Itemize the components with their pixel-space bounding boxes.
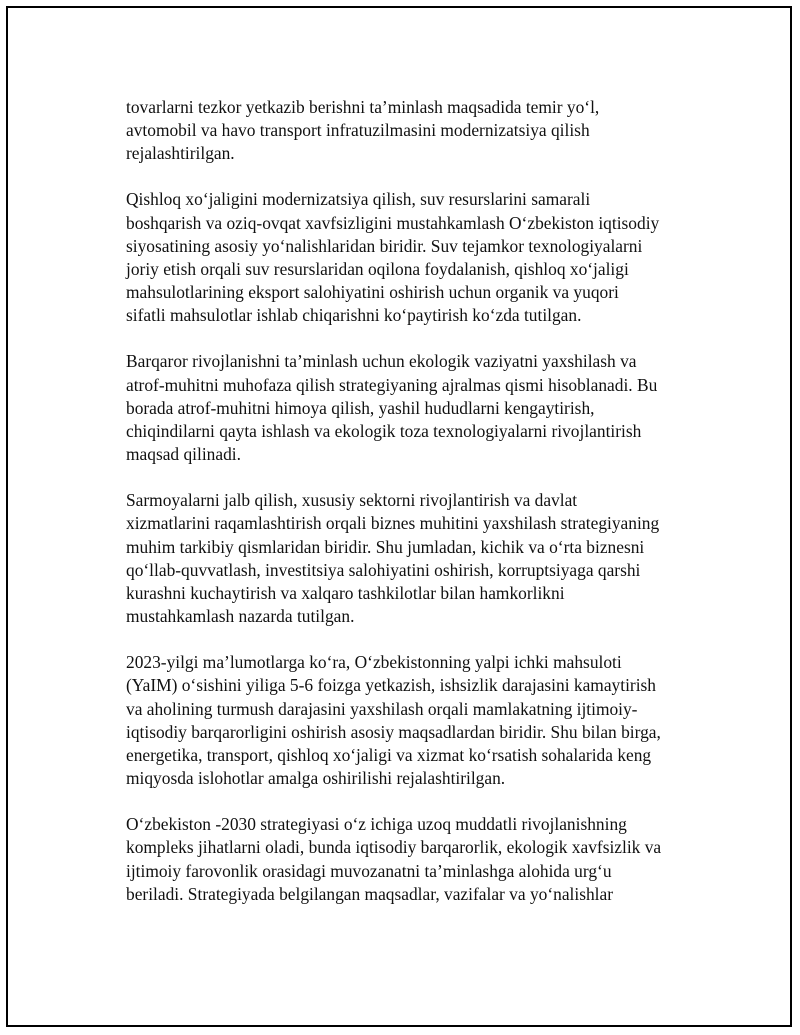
text-line: borada atrof-muhitni himoya qilish, yashil hududlarni kengaytirish, xyxy=(126,397,595,418)
text-line: mustahkamlash nazarda tutilgan. xyxy=(126,606,355,627)
text-line: sifatli mahsulotlar ishlab chiqarishni ko‘paytirish ko‘zda tutilgan. xyxy=(126,305,582,326)
text-line: Sarmoyalarni jalb qilish, xususiy sektorni rivojlantirish va davlat xyxy=(126,490,578,511)
text-line: atrof-muhitni muhofaza qilish strategiyaning ajralmas qismi hisoblanadi. Bu xyxy=(126,374,658,395)
text-line: xizmatlarini raqamlashtirish orqali biznes muhitini yaxshilash strategiyaning xyxy=(126,513,660,534)
text-line: va aholining turmush darajasini yaxshilash orqali mamlakatning ijtimoiy- xyxy=(126,698,638,719)
text-line: 2023-yilgi ma’lumotlarga ko‘ra, O‘zbekistonning yalpi ichki mahsuloti xyxy=(126,652,622,673)
document-body xyxy=(126,96,696,929)
text-line: miqyosda islohotlar amalga oshirilishi rejalashtirilgan. xyxy=(126,768,506,789)
paragraph-ecology xyxy=(126,350,696,466)
page-frame xyxy=(6,6,792,1027)
text-line: beriladi. Strategiyada belgilangan maqsadlar, vazifalar va yo‘nalishlar xyxy=(126,883,614,904)
text-line: Qishloq xo‘jaligini modernizatsiya qilish, suv resurslarini samarali xyxy=(126,189,591,210)
paragraph-economy-2023 xyxy=(126,651,696,790)
text-line: kompleks jihatlarni oladi, bunda iqtisodiy barqarorlik, ekologik xavfsizlik va xyxy=(126,837,662,858)
text-line: mahsulotlarining eksport salohiyatini oshirish uchun organik va yuqori xyxy=(126,282,619,303)
text-line: energetika, transport, qishloq xo‘jaligi va xizmat ko‘rsatish sohalarida keng xyxy=(126,745,652,766)
text-line: Barqaror rivojlanishni ta’minlash uchun ekologik vaziyatni yaxshilash va xyxy=(126,351,637,372)
text-line: ijtimoiy farovonlik orasidagi muvozanatni ta’minlashga alohida urg‘u xyxy=(126,860,612,881)
paragraph-transport xyxy=(126,96,696,166)
text-line: O‘zbekiston -2030 strategiyasi o‘z ichiga uzoq muddatli rivojlanishning xyxy=(126,814,627,835)
paragraph-strategy-2030 xyxy=(126,813,696,906)
text-line: avtomobil va havo transport infratuzilmasini modernizatsiya qilish xyxy=(126,120,590,141)
text-line: joriy etish orqali suv resurslaridan oqilona foydalanish, qishloq xo‘jaligi xyxy=(126,259,629,280)
text-line: kurashni kuchaytirish va xalqaro tashkilotlar bilan hamkorlikni xyxy=(126,583,565,604)
text-line: tovarlarni tezkor yetkazib berishni ta’minlash maqsadida temir yo‘l, xyxy=(126,97,600,117)
text-line: siyosatining asosiy yo‘nalishlaridan biridir. Suv tejamkor texnologiyalarni xyxy=(126,235,643,256)
text-line: maqsad qilinadi. xyxy=(126,444,241,465)
text-line: iqtisodiy barqarorligini oshirish asosiy maqsadlardan biridir. Shu bilan birga, xyxy=(126,721,661,742)
paragraph-agriculture xyxy=(126,188,696,327)
text-line: boshqarish va oziq-ovqat xavfsizligini mustahkamlash O‘zbekiston iqtisodiy xyxy=(126,212,660,233)
text-line: (YaIM) o‘sishini yiliga 5-6 foizga yetkazish, ishsizlik darajasini kamaytirish xyxy=(126,675,656,696)
text-line: qo‘llab-quvvatlash, investitsiya salohiyatini oshirish, korruptsiyaga qarshi xyxy=(126,559,641,580)
text-line: muhim tarkibiy qismlaridan biridir. Shu jumladan, kichik va o‘rta biznesni xyxy=(126,536,645,557)
text-line: chiqindilarni qayta ishlash va ekologik toza texnologiyalarni rivojlantirish xyxy=(126,421,642,442)
text-line: rejalashtirilgan. xyxy=(126,143,235,164)
paragraph-business xyxy=(126,489,696,628)
